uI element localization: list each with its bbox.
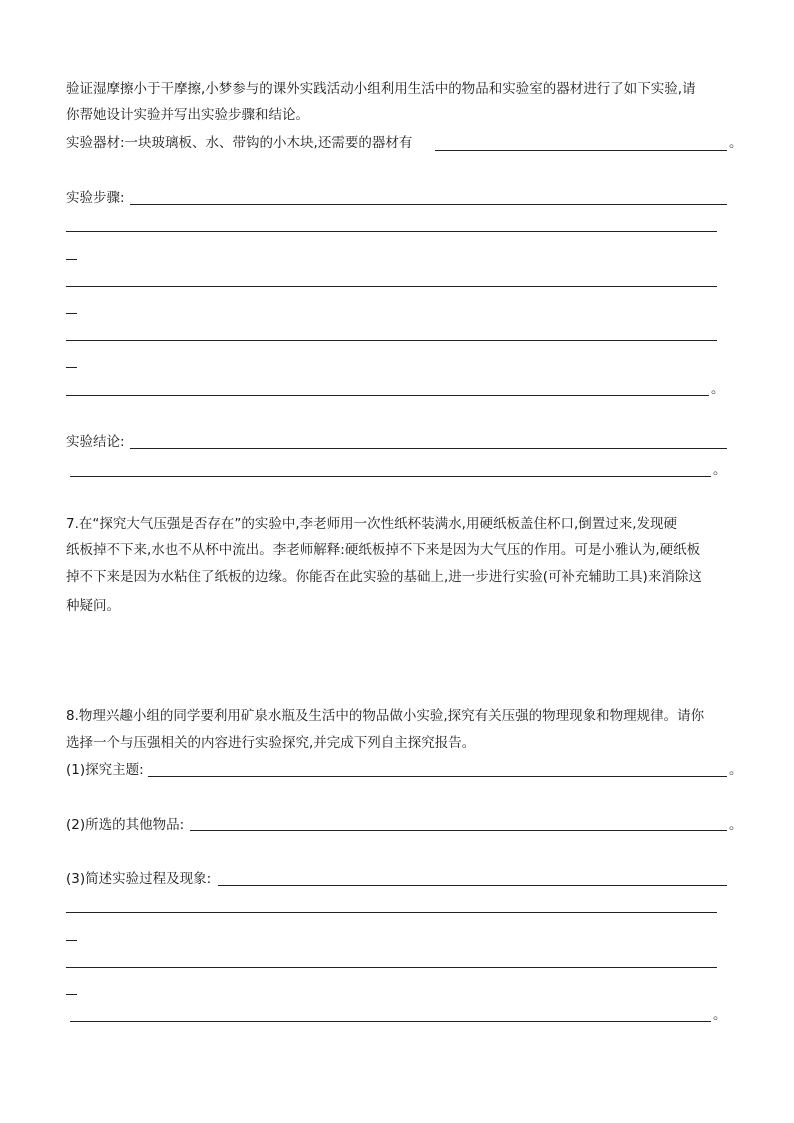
conclusion-answer-line-2[interactable] [70,476,711,477]
q7-line1: 7.在“探究大气压强是否存在”的实验中,李老师用一次性纸杯装满水,用硬纸板盖住杯口,倒置过来,发现硬 [66,516,678,532]
q6-conclusion-label: 实验结论: [66,434,125,450]
period-mark: 。 [711,381,725,397]
q6-intro-line2: 你帮她设计实验并写出实验步骤和结论。 [66,107,309,123]
process-answer-line-4[interactable] [70,1021,711,1022]
q8-items-label: (2)所选的其他物品: [66,817,185,833]
period-mark: 。 [729,817,743,833]
dash-mark [66,940,77,941]
steps-answer-line-4[interactable] [66,340,717,341]
q6-materials-label: 实验器材:一块玻璃板、水、带钩的小木块,还需要的器材有 [66,135,413,151]
dash-mark [66,313,77,314]
q6-intro-line1: 验证湿摩擦小于干摩擦,小梦参与的课外实践活动小组利用生活中的物品和实验室的器材进行了如下实验,请 [66,81,696,97]
q6-steps-label: 实验步骤: [66,190,125,206]
topic-answer-line[interactable] [148,776,727,777]
q8-topic-label: (1)探究主题: [66,762,144,778]
steps-answer-line-1[interactable] [130,204,727,205]
period-mark: 。 [729,135,743,151]
q7-line2: 纸板掉不下来,水也不从杯中流出。李老师解释:硬纸板掉不下来是因为大气压的作用。可是小雅认为,硬纸板 [66,542,701,558]
dash-mark [66,367,77,368]
materials-answer-line[interactable] [435,150,727,151]
dash-mark [66,259,77,260]
dash-mark [66,994,77,995]
q8-process-label: (3)简述实验过程及现象: [66,871,212,887]
q8-line2: 选择一个与压强相关的内容进行实验探究,并完成下列自主探究报告。 [66,735,476,751]
process-answer-line-1[interactable] [218,885,727,886]
process-answer-line-3[interactable] [66,967,717,968]
steps-answer-line-2[interactable] [66,231,717,232]
period-mark: 。 [713,1007,727,1023]
items-answer-line[interactable] [190,830,727,831]
period-mark: 。 [713,462,727,478]
conclusion-answer-line-1[interactable] [130,448,727,449]
q8-line1: 8.物理兴趣小组的同学要利用矿泉水瓶及生活中的物品做小实验,探究有关压强的物理现象和物理规律。请你 [66,708,705,724]
q7-line3: 掉不下来是因为水粘住了纸板的边缘。你能否在此实验的基础上,进一步进行实验(可补充辅助工具)来消除这 [66,569,702,585]
process-answer-line-2[interactable] [66,912,717,913]
q7-line4: 种疑问。 [66,598,120,614]
period-mark: 。 [729,762,743,778]
steps-answer-line-3[interactable] [66,286,717,287]
steps-answer-line-5[interactable] [66,395,709,396]
